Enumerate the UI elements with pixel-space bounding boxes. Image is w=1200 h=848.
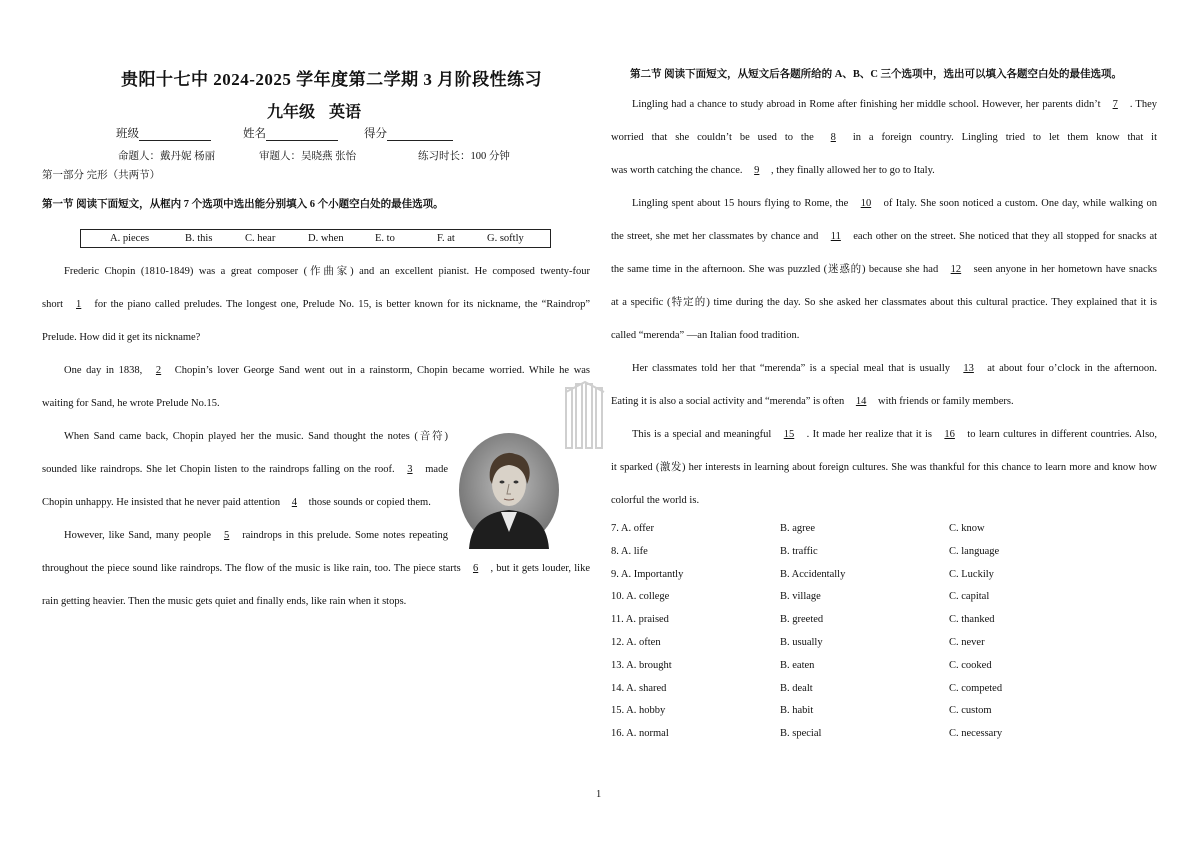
choice-option: B. village [780, 591, 821, 603]
choice-option: C. capital [949, 591, 990, 603]
option-f: F. at [437, 233, 455, 244]
score-label: 得分 [364, 128, 387, 140]
passage-text: However, like Sand, many people [64, 530, 212, 541]
choice-option: 14. A. shared [611, 682, 667, 694]
passage2-line [611, 461, 1157, 475]
choice-option: B. dealt [780, 682, 813, 694]
passage-text: made [425, 464, 448, 475]
passage1-line [64, 364, 590, 378]
part-heading: 第一部分 完形（共两节） [42, 170, 161, 181]
answer-blank: 15 [783, 429, 795, 440]
name-field [243, 125, 338, 141]
choice-option: C. competed [949, 682, 1003, 694]
watermark-logo [562, 380, 608, 460]
passage2-line [611, 329, 1157, 343]
passage-text: to learn cultures in different countries. Also, [967, 429, 1158, 440]
choice-option: C. know [949, 523, 985, 534]
choice-option: B. Accidentally [780, 568, 846, 580]
answer-blank: 13 [963, 363, 974, 374]
passage-text: with friends or family members. [878, 396, 1014, 407]
passage1-line [64, 265, 590, 279]
answer-blank: 8 [830, 132, 836, 143]
passage-text: called “merenda” —an Italian food tradition. [611, 330, 800, 341]
choice-option: B. traffic [780, 545, 818, 557]
choice-option: C. language [949, 545, 1000, 557]
passage-text: Lingling spent about 15 hours flying to Rome, the [632, 198, 849, 209]
choice-option: C. never [949, 637, 985, 648]
passage2-line [611, 164, 1157, 178]
choice-option: 7. A. offer [611, 523, 654, 534]
passage-text: . They [1129, 99, 1158, 110]
passage-text: colorful the world is. [611, 495, 700, 506]
answer-blank: 12 [950, 264, 962, 275]
answer-blank: 10 [860, 198, 872, 209]
answer-blank: 11 [830, 231, 841, 242]
passage2-line [611, 230, 1157, 244]
passage-text: Lingling had a chance to study abroad in Rome after finishing her middle school. However, her parents didn’t [632, 99, 1101, 110]
choice-option: C. thanked [949, 614, 995, 626]
passage-text: Prelude. How did it get its nickname? [42, 332, 201, 343]
passage-text: . It made her realize that it is [806, 429, 932, 440]
option-b: B. this [185, 233, 213, 244]
passage-text: Eating it is also a social activity and “merenda” is often [611, 396, 845, 407]
passage2-line [632, 428, 1157, 442]
passage1-line [42, 298, 590, 312]
score-blank [387, 128, 453, 141]
passage1-line [64, 529, 448, 543]
passage-text: , but it gets louder, like [490, 563, 590, 574]
passage-text: throughout the piece sound like raindrops. The flow of the music is like rain, too. The piece starts [42, 563, 461, 574]
page-number: 1 [596, 789, 602, 800]
passage-text: waiting for Sand, he wrote Prelude No.15. [42, 398, 220, 409]
choice-option: B. greeted [780, 614, 824, 626]
passage2-line [611, 131, 1157, 145]
passage1-line [42, 496, 448, 510]
option-c: C. hear [245, 233, 276, 244]
answer-blank: 2 [155, 365, 162, 376]
passage2-line [632, 98, 1157, 112]
choice-option: 8. A. life [611, 545, 648, 557]
passage-text: Her classmates told her that “merenda” is a special meal that is usually [632, 363, 951, 374]
option-d: D. when [308, 233, 344, 244]
passage-text: each other on the street. She noticed that they all stopped for snacks at [853, 231, 1158, 242]
passage2-line [611, 263, 1157, 277]
passage1-line [42, 397, 590, 411]
answer-blank: 5 [224, 530, 230, 541]
choice-option: C. custom [949, 705, 992, 717]
passage-text: raindrops in this prelude. Some notes repeating [242, 530, 449, 541]
duration-info: 练习时长：100 分钟 [418, 151, 510, 162]
passage2-line [632, 362, 1157, 376]
passage1-line [42, 463, 448, 477]
name-blank [266, 128, 338, 141]
answer-blank: 14 [855, 396, 867, 407]
passage-text: One day in 1838, [64, 365, 143, 376]
passage-text: Chopin unhappy. He insisted that he never paid attention [42, 497, 281, 508]
answer-blank: 16 [944, 429, 955, 440]
answer-blank: 9 [754, 165, 760, 176]
passage-text: seen anyone in her hometown have snacks [973, 264, 1157, 275]
passage1-line [42, 562, 590, 576]
passage-text: rain getting heavier. Then the music gets quiet and finally ends, like rain when it stops. [42, 596, 407, 607]
choice-option: 9. A. Importantly [611, 568, 684, 580]
choice-option: C. Luckily [949, 568, 994, 580]
passage-text: the same time in the afternoon. She was puzzled (迷惑的) because she had [611, 264, 939, 275]
passage1-line [64, 430, 448, 444]
choice-option: 16. A. normal [611, 728, 669, 740]
section2-heading: 第二节 阅读下面短文，从短文后各题所给的 A、B、C 三个选项中，选出可以填入各题空白处的最佳选项。 [630, 69, 1123, 80]
passage-text: sounded like raindrops. She let Chopin listen to the raindrops falling on the roof. [42, 464, 395, 475]
class-label: 班级 [116, 128, 139, 140]
choice-option: B. special [780, 728, 822, 740]
passage-text: at a specific (特定的) time during the day. So she asked her classmates about this cultural practice. They explained that it is [611, 297, 1157, 308]
passage-text: for the piano called preludes. The longest one, Prelude No. 15, is better known for its nickname, the “Raindrop” [94, 299, 591, 310]
choice-option: B. usually [780, 637, 823, 648]
passage-text: short [42, 299, 63, 310]
answer-blank: 1 [76, 299, 82, 310]
choice-option: B. eaten [780, 659, 815, 671]
choice-option: B. habit [780, 705, 814, 717]
section1-heading: 第一节 阅读下面短文，从框内 7 个选项中选出能分别填入 6 个小题空白处的最佳选项。 [42, 199, 444, 210]
passage-text: those sounds or copied them. [308, 497, 431, 508]
class-field [116, 125, 211, 141]
choice-option: 13. A. brought [611, 659, 672, 671]
choice-option: 15. A. hobby [611, 705, 666, 717]
passage2-line [611, 296, 1157, 310]
class-blank [139, 128, 211, 141]
passage-text: the street, she met her classmates by chance and [611, 231, 819, 242]
answer-blank: 3 [407, 464, 413, 475]
choice-option: 10. A. college [611, 591, 670, 603]
option-e: E. to [375, 233, 395, 244]
setter-info: 命题人：戴丹妮 杨丽 [118, 151, 216, 162]
exam-subtitle: 九年级 英语 [267, 104, 362, 121]
reviewer-info: 审题人：吴晓燕 张怡 [259, 151, 357, 162]
passage-text: , they finally allowed her to go to Italy. [771, 165, 935, 176]
passage-text: This is a special and meaningful [632, 429, 772, 440]
choice-option: 11. A. praised [611, 614, 669, 626]
passage-text: it sparked (激发) her interests in learning about foreign cultures. She was thankful for this chance to learn more and know how [611, 462, 1157, 473]
option-a: A. pieces [110, 233, 150, 244]
passage-text: was worth catching the chance. [611, 165, 743, 176]
passage-text: of Italy. She soon noticed a custom. One day, while walking on [883, 198, 1158, 209]
passage2-line [611, 395, 1157, 409]
choice-option: 12. A. often [611, 637, 661, 648]
answer-blank: 7 [1112, 99, 1118, 110]
passage-text: in a foreign country. Lingling tried to let them know that it [852, 132, 1157, 143]
chopin-portrait [457, 432, 561, 549]
passage1-line [42, 595, 590, 609]
choice-option: C. cooked [949, 659, 992, 671]
passage-text: at about four o’clock in the afternoon. [987, 363, 1157, 374]
passage2-line [632, 197, 1157, 211]
name-label: 姓名 [243, 128, 266, 140]
answer-blank: 6 [472, 563, 479, 574]
choice-option: B. agree [780, 523, 815, 534]
passage-text: Frederic Chopin (1810-1849) was a great composer (作曲家) and an excellent pianist. He composed twenty-four [64, 266, 590, 277]
passage1-line [42, 331, 590, 345]
passage-text: worried that she couldn’t be used to the [611, 132, 814, 143]
exam-title: 贵阳十七中 2024-2025 学年度第二学期 3 月阶段性练习 [121, 70, 543, 89]
options-box [80, 229, 551, 248]
choice-option: C. necessary [949, 728, 1003, 740]
option-g: G. softly [487, 233, 524, 244]
passage-text: Chopin’s lover George Sand went out in a rainstorm, Chopin became worried. While he was [174, 365, 591, 376]
answer-blank: 4 [291, 497, 298, 508]
passage-text: When Sand came back, Chopin played her the music. Sand thought the notes (音符) [64, 431, 448, 442]
passage2-line [611, 494, 1157, 508]
score-field [364, 125, 453, 141]
